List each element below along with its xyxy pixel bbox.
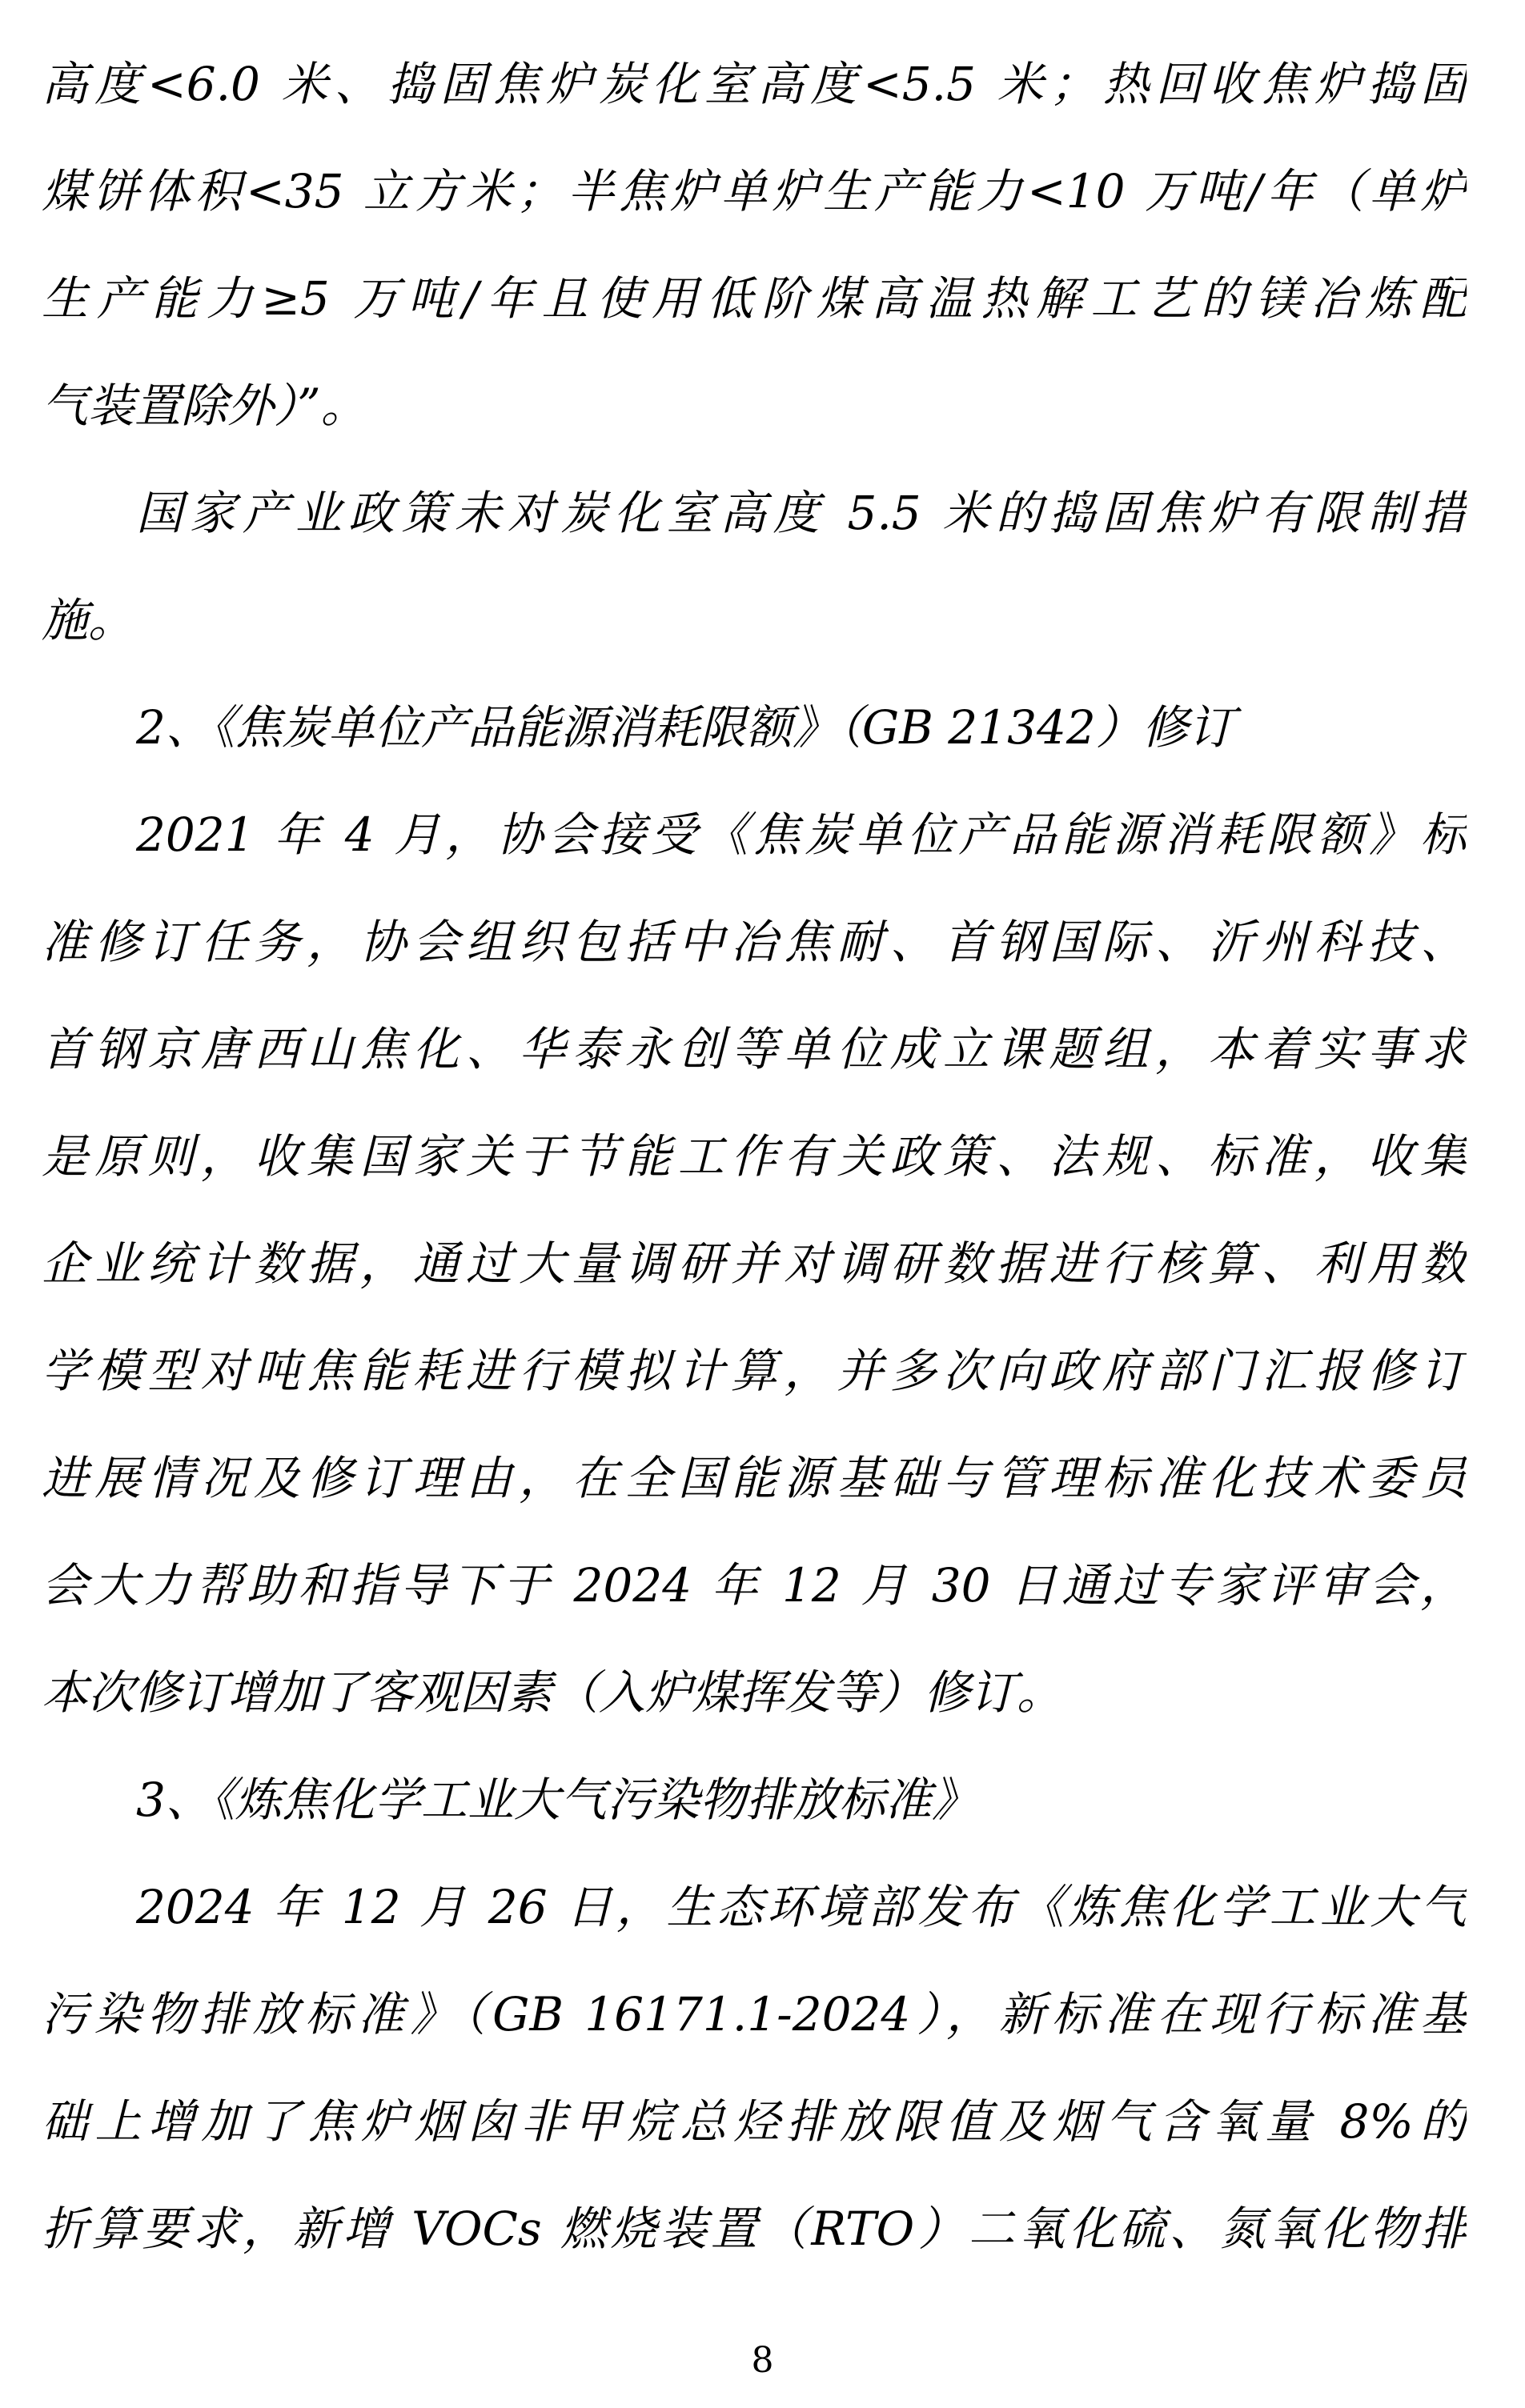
text-line: 准修订任务，协会组织包括中冶焦耐、首钢国际、沂州科技、 (42, 915, 1467, 969)
text-line: 污染物排放标准》（GB 16171.1-2024），新标准在现行标准基 (42, 1987, 1467, 2041)
text-line: 2021 年 4 月，协会接受《焦炭单位产品能源消耗限额》标 (136, 807, 1467, 862)
text-line: 是原则，收集国家关于节能工作有关政策、法规、标准，收集 (42, 1129, 1467, 1184)
text-line: 学模型对吨焦能耗进行模拟计算，并多次向政府部门汇报修订 (42, 1344, 1467, 1398)
text-line: 会大力帮助和指导下于 2024 年 12 月 30 日通过专家评审会， (42, 1558, 1467, 1613)
text-line: 国家产业政策未对炭化室高度 5.5 米的捣固焦炉有限制措 (136, 486, 1467, 540)
document-body (42, 30, 1467, 2282)
text-line: 2024 年 12 月 26 日，生态环境部发布《炼焦化学工业大气 (136, 1880, 1467, 1934)
text-line: 进展情况及修订理由，在全国能源基础与管理标准化技术委员 (42, 1451, 1467, 1505)
text-line: 首钢京唐西山焦化、华泰永创等单位成立课题组，本着实事求 (42, 1022, 1467, 1076)
text-line: 企业统计数据，通过大量调研并对调研数据进行核算、利用数 (42, 1236, 1467, 1291)
text-line: 高度<6.0 米、捣固焦炉炭化室高度<5.5 米；热回收焦炉捣固 (42, 57, 1467, 111)
page-number: 8 (751, 2340, 774, 2381)
text-line: 本次修订增加了客观因素（入炉煤挥发等）修订。 (42, 1665, 1064, 1720)
text-line: 施。 (42, 593, 135, 647)
section-heading: 2、《焦炭单位产品能源消耗限额》（GB 21342）修订 (136, 700, 1235, 755)
text-line: 气装置除外）”。 (42, 379, 367, 433)
text-line: 础上增加了焦炉烟囱非甲烷总烃排放限值及烟气含氧量 8%的 (42, 2094, 1467, 2149)
text-line: 折算要求，新增 VOCs 燃烧装置（RTO）二氧化硫、氮氧化物排 (42, 2202, 1467, 2256)
text-line: 煤饼体积<35 立方米；半焦炉单炉生产能力<10 万吨/年（单炉 (42, 164, 1467, 218)
section-heading: 3、《炼焦化学工业大气污染物排放标准》 (136, 1773, 978, 1827)
text-line: 生产能力≥5 万吨/年且使用低阶煤高温热解工艺的镁冶炼配 (42, 271, 1467, 326)
